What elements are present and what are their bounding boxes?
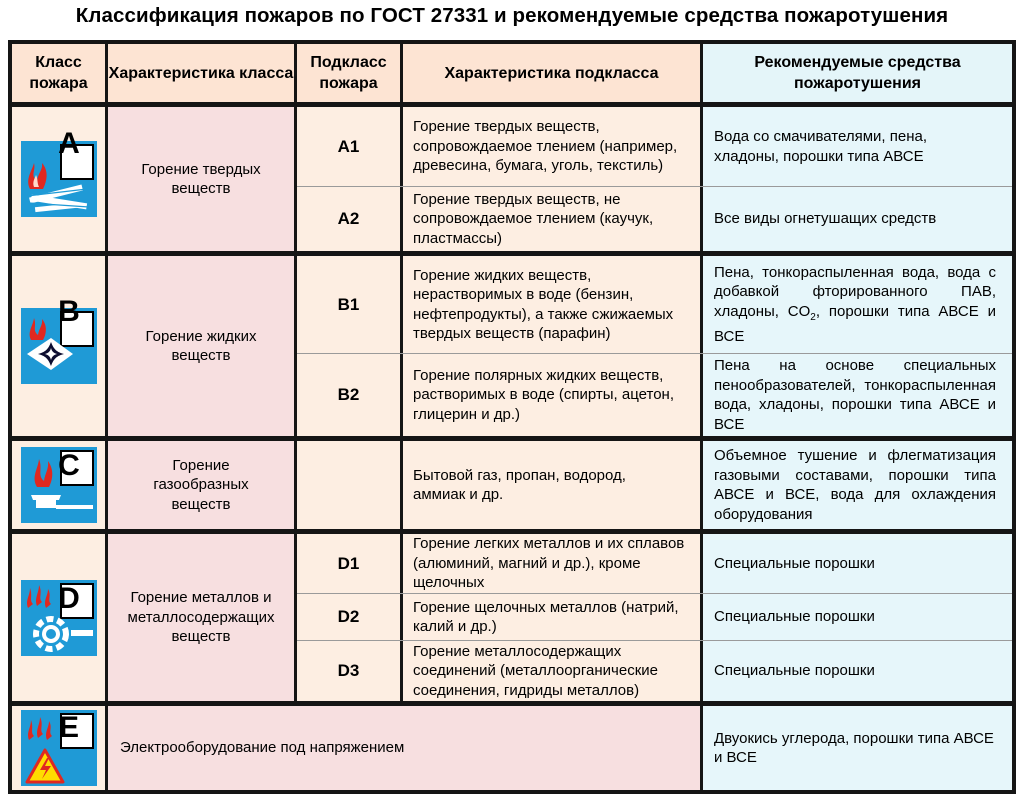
header-subclass: Подкласс пожара [297,44,400,102]
subclass-a1-characteristic: Горение твердых веществ, сопровождаемое тлением (например, древесина, бумага, уголь, текстиль) [403,107,700,186]
class-b-characteristic: Горение жидких веществ [108,256,294,436]
subclass-d3-means: Специальные порошки [703,641,1012,701]
class-a-characteristic: Горение твердых веществ [108,107,294,251]
class-c-subclass-empty [297,441,400,529]
co2-subscript: 2 [810,311,816,323]
subclass-a1-code: A1 [297,107,400,186]
class-c-means: Объемное тушение и флегматизация газовыми составами, порошки типа АВСЕ и ВСЕ, вода для охлаждения оборудования [703,441,1012,529]
class-e-letter: E [58,711,79,744]
subclass-a1-means: Вода со смачивателями, пена, хладоны, порошки типа АВСЕ [703,107,1012,186]
subclass-d2-code: D2 [297,594,400,640]
subclass-d3-code: D3 [297,641,400,701]
subclass-d2-means: Специальные порошки [703,594,1012,640]
subclass-d1-code: D1 [297,534,400,593]
subclass-b2-means: Пена на основе специальных пенообразователей, тонкораспыленная вода, хладоны, порошки типа АВСЕ и ВСЕ [703,354,1012,436]
subclass-b1-code: B1 [297,256,400,353]
subclass-a2-characteristic: Горение твердых веществ, не сопровождаемое тлением (каучук, пластмассы) [403,187,700,251]
header-fire-class: Класс пожара [12,44,105,102]
subclass-d3-characteristic: Горение металлосодержащих соединений (металлоорганические соединения, гидриды металлов) [403,641,700,701]
header-recommended-means: Рекомендуемые средства пожаротушения [703,44,1012,102]
class-c-characteristic: Горение газообразных веществ [108,441,294,529]
class-e-means: Двуокись углерода, порошки типа АВСЕ и ВСЕ [703,706,1012,790]
class-b-icon-cell [12,256,105,436]
class-b-letter: B [58,295,80,328]
class-e-characteristic: Электрооборудование под напряжением [108,706,700,790]
subclass-b1-characteristic: Горение жидких веществ, нерастворимых в воде (бензин, нефтепродукты), а также сжижаемых твердых веществ (парафин) [403,256,700,353]
subclass-b2-code: B2 [297,354,400,436]
class-a-letter: A [58,127,80,160]
class-c-subclass-characteristic: Бытовой газ, пропан, водород, аммиак и др. [403,441,700,529]
classification-table [8,40,1016,794]
class-d-characteristic: Горение металлов и металлосодержащих веществ [108,534,294,701]
class-c-letter: C [58,449,80,482]
subclass-d1-characteristic: Горение легких металлов и их сплавов (алюминий, магний и др.), кроме щелочных [403,534,700,593]
class-d-icon-cell [12,534,105,701]
header-subclass-characteristic: Характеристика подкласса [403,44,700,102]
class-d-letter: D [58,582,80,615]
subclass-a2-code: A2 [297,187,400,251]
subclass-d1-means: Специальные порошки [703,534,1012,593]
subclass-a2-means: Все виды огнетушащих средств [703,187,1012,251]
page-title: Классификация пожаров по ГОСТ 27331 и рекомендуемые средства пожаротушения [75,4,949,27]
subclass-b1-means: Пена, тонкораспыленная вода, вода с добавкой фторированного ПАВ, хладоны, $CO_2$, порошки типа АВСЕ и ВСЕ [703,256,1012,353]
header-class-characteristic: Характеристика класса [108,44,294,102]
subclass-d2-characteristic: Горение щелочных металлов (натрий, калий и др.) [403,594,700,640]
subclass-b2-characteristic: Горение полярных жидких веществ, растворимых в воде (спирты, ацетон, глицерин и др.) [403,354,700,436]
